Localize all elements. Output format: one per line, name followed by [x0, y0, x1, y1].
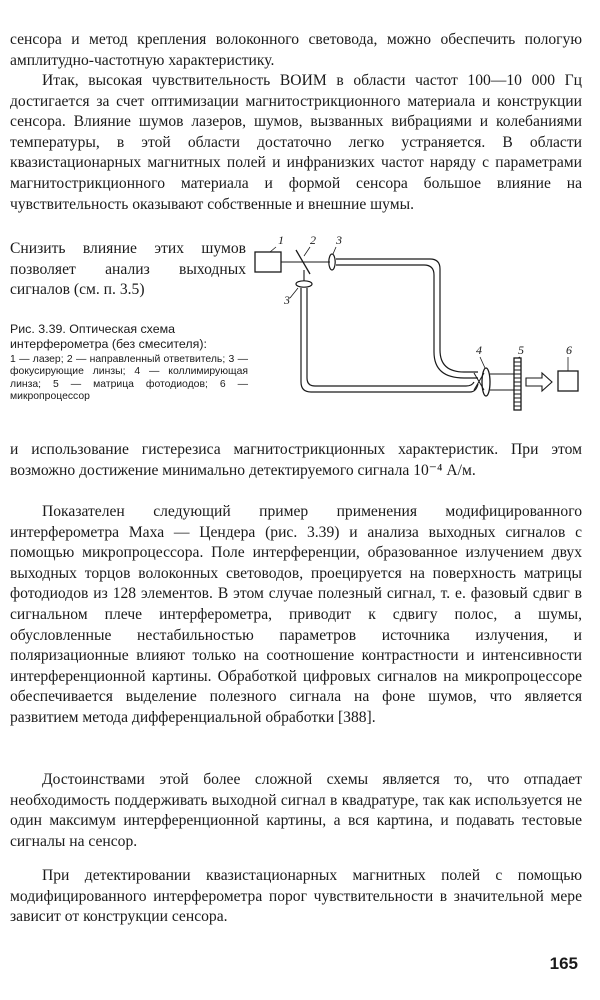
caption-title: Рис. 3.39. Оптическая схема интерферометра (без смесителя):	[10, 322, 207, 351]
label-3b: 3	[284, 293, 290, 307]
leader-3b	[290, 288, 298, 298]
leader-2	[304, 247, 310, 256]
fiber-outer-edge-b	[336, 265, 478, 378]
paragraph-4: Достоинствами этой более сложной схемы является то, что отпадает необходимость поддерживать выходной сигнал в квадратуре, так как используется не один максимум интерференционной картины, а вся картина, и подавать тестовые сигналы на сенсор.	[10, 771, 582, 850]
fiber-inner-edge-b	[307, 288, 474, 386]
paragraph-2-start: Снизить влияние этих шумов позволяет анализ выходных сигналов (см. п. 3.5)	[10, 240, 246, 299]
leader-4	[480, 357, 485, 368]
paragraph-1: Итак, высокая чувствительность ВОИМ в области частот 100—10 000 Гц достигается за счет оптимизации магнитострикционного материала и конструкции сенсора. Влияние шумов лазеров, шумов, вызванных вибрациями и колебаниями температуры, в этой области достаточно легко устраняется. В области квазистационарных магнитных полей и инфранизких частот наряду с параметрами магнитострикционного материала и формой сенсора большое влияние на чувствительность оказывают собственные и внешние шумы.	[10, 72, 582, 213]
figure-caption	[10, 322, 248, 404]
focusing-lens-bottom	[296, 281, 312, 287]
collimating-lens	[482, 368, 490, 396]
leader-1	[270, 247, 276, 252]
interferometer-diagram	[252, 226, 592, 426]
label-5: 5	[518, 343, 524, 357]
microprocessor-box	[558, 371, 578, 391]
label-2: 2	[310, 233, 316, 247]
paragraph-0: сенсора и метод крепления волоконного световода, можно обеспечить пологую амплитудно-частотную характеристику.	[10, 31, 582, 69]
output-arrow	[526, 373, 552, 391]
paragraph-3: Показателен следующий пример применения модифицированного интерферометра Маха — Цендера (рис. 3.39) и анализа выходных сигналов с помощью микропроцессора. Поле интерференции, образованное излучением двух выходных торцов волоконных световодов, проецируется на поверхность матрицы фотодиодов из 128 элементов. В этом случае полезный сигнал, т. е. фазовый сдвиг в сигнальном плече интерферометра, приводит к сдвигу полос, а шумы, обусловленные нестабильностью параметров источника излучения, и поляризационные влияют только на соотношение контрастности и интенсивности интерференционной картины. Обработкой цифровых сигналов на микропроцессоре обеспечивается выделение полезного сигнала на фоне шумов, что является развитием метода дифференциальной обработки [388].	[10, 503, 582, 726]
label-6: 6	[566, 343, 572, 357]
paragraph-2-continued: и использование гистерезиса магнитострикционных характеристик. При этом возможно достижение минимально детектируемого сигнала 10⁻⁴ А/м.	[10, 441, 582, 479]
label-3a: 3	[336, 233, 342, 247]
fiber-outer-edge-a	[336, 259, 478, 372]
diagram-svg	[252, 226, 592, 426]
label-1: 1	[278, 233, 284, 247]
caption-legend: 1 — лазер; 2 — направленный ответвитель; 3 — фокусирующие линзы; 4 — коллимирующая линза; 5 — матрица фотодиодов; 6 — микропроцессор	[10, 354, 248, 403]
page-number: 165	[549, 954, 578, 973]
paragraph-5: При детектировании квазистационарных магнитных полей с помощью модифицированного интерферометра порог чувствительности в значительной мере зависит от конструкции сенсора.	[10, 867, 582, 926]
laser-box	[255, 252, 281, 272]
label-4: 4	[476, 343, 482, 357]
leader-3a	[333, 247, 336, 254]
